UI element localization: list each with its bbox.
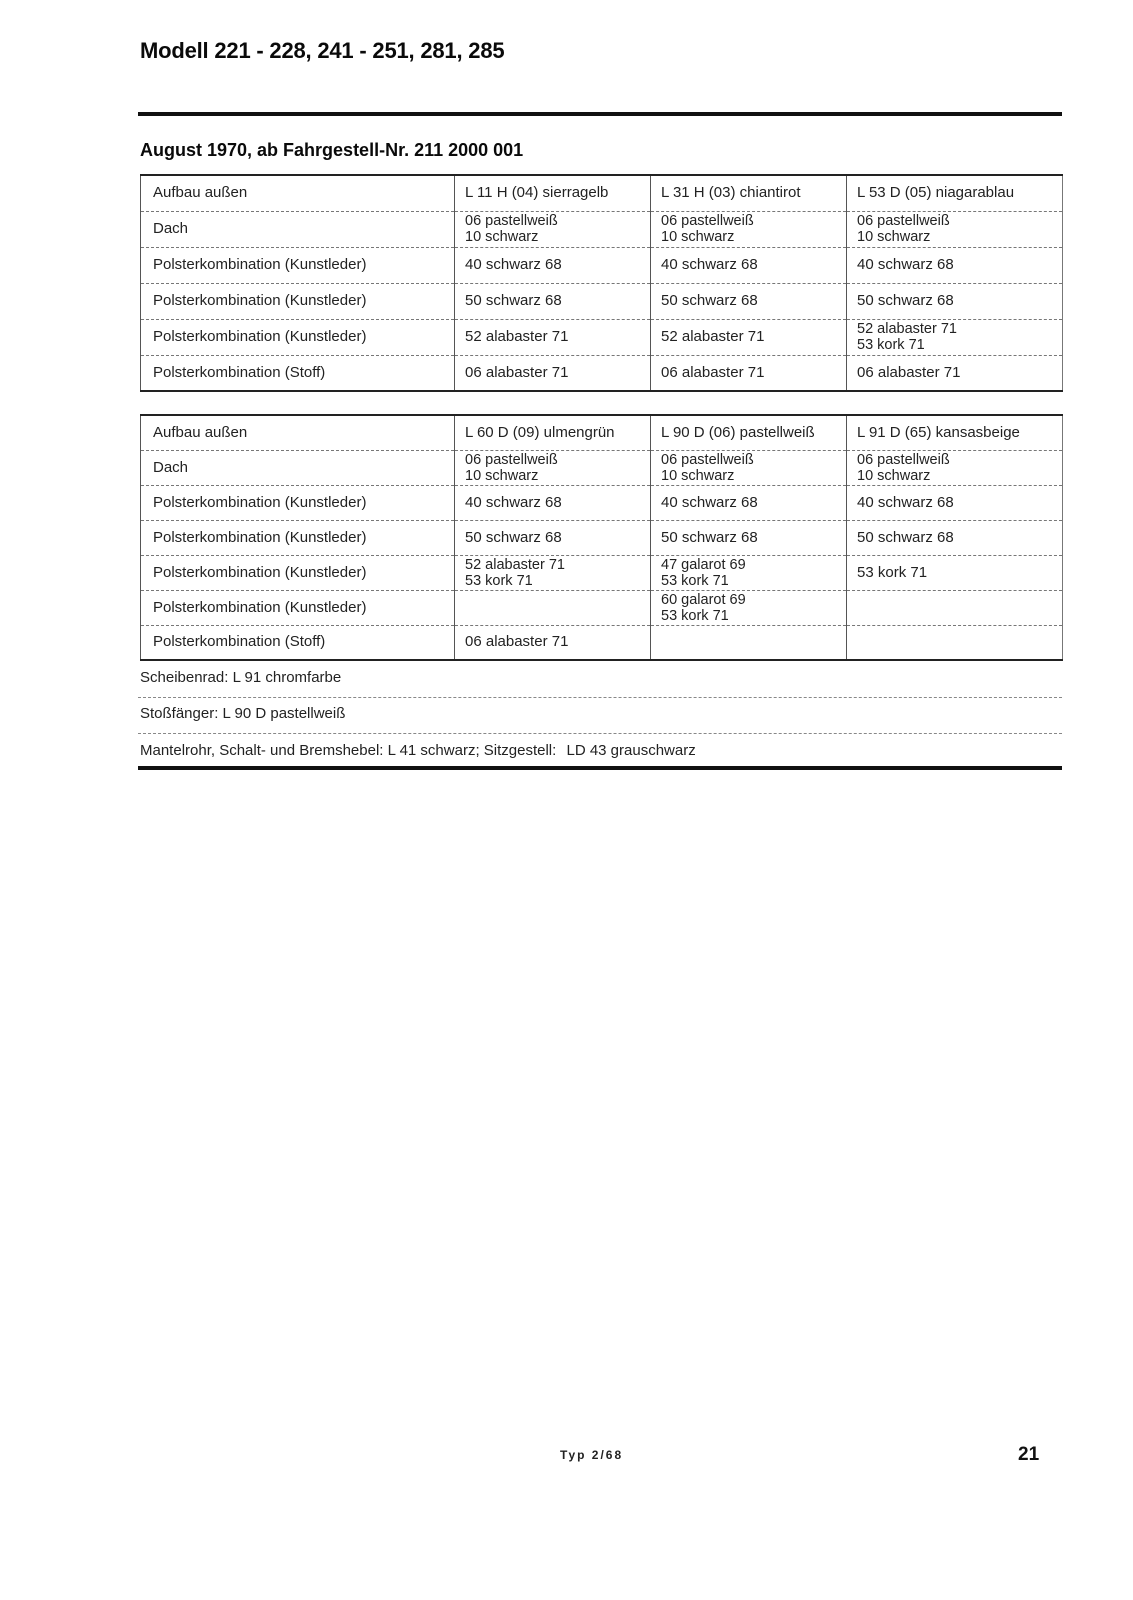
table-header-row [141,175,1063,211]
table-row [141,319,1063,355]
row-label: Polsterkombination (Kunstleder) [141,485,455,520]
table-cell [847,355,1063,391]
cell-value: 40 schwarz 68 [661,493,758,511]
cell-value: 53 kork 71 [465,572,533,589]
page-title: Modell 221 - 228, 241 - 251, 281, 285 [140,38,505,63]
cell-value: 06 alabaster 71 [661,363,765,381]
cell-value: 52 alabaster 71 [465,556,565,573]
table-cell [455,319,651,355]
header-label: Aufbau außen [141,175,455,211]
cell-value: 47 galarot 69 [661,556,746,573]
note-frame-text: Mantelrohr, Schalt- und Bremshebel: L 41 schwarz; Sitzgestell: [140,742,557,759]
table-cell [847,283,1063,319]
table-cell [847,319,1063,355]
cell-value: 50 schwarz 68 [465,292,562,309]
table-cell [455,247,651,283]
table-cell [651,319,847,355]
cell-value: 06 alabaster 71 [465,633,569,651]
paint-color-header: L 60 D (09) ulmengrün [455,415,651,450]
table-row [141,520,1063,555]
table-cell [847,520,1063,555]
table-cell [455,625,651,660]
table-cell [651,283,847,319]
row-label: Polsterkombination (Kunstleder) [141,520,455,555]
note-frame-seat-color: LD 43 grauschwarz [566,742,696,759]
row-label: Dach [141,211,455,247]
table-cell [651,450,847,485]
cell-value: 40 schwarz 68 [465,493,562,511]
table-cell [651,520,847,555]
page-number: 21 [1018,1444,1040,1465]
cell-value: 10 schwarz [661,467,735,484]
footer-rule [138,766,1062,770]
cell-value: 40 schwarz 68 [465,256,562,273]
table-cell [847,247,1063,283]
table-row [141,355,1063,391]
table-row [141,485,1063,520]
cell-value: 53 kork 71 [857,337,925,353]
row-label: Polsterkombination (Kunstleder) [141,590,455,625]
table-cell [455,590,651,625]
cell-value: 10 schwarz [857,229,931,245]
cell-value: 52 alabaster 71 [465,328,569,345]
row-label: Polsterkombination (Kunstleder) [141,247,455,283]
cell-value: 53 kork 71 [661,572,729,589]
cell-value: 10 schwarz [857,467,931,484]
cell-value: 52 alabaster 71 [857,321,957,337]
table-header-row [141,415,1063,450]
paint-color-header: L 90 D (06) pastellweiß [651,415,847,450]
table-cell [651,247,847,283]
cell-value: 50 schwarz 68 [857,528,954,546]
cell-value: 10 schwarz [465,467,539,484]
row-label: Dach [141,450,455,485]
cell-value: 50 schwarz 68 [661,292,758,309]
row-label: Polsterkombination (Kunstleder) [141,283,455,319]
table-cell [651,485,847,520]
cell-value: 53 kork 71 [661,607,729,624]
row-label: Polsterkombination (Kunstleder) [141,319,455,355]
cell-value: 50 schwarz 68 [465,528,562,546]
paint-color-header: L 91 D (65) kansasbeige [847,415,1063,450]
cell-value: 52 alabaster 71 [661,328,765,345]
table-cell [455,520,651,555]
table-cell [455,355,651,391]
table-cell [847,211,1063,247]
cell-value: 06 alabaster 71 [465,363,569,381]
table-cell [455,450,651,485]
cell-value: 06 pastellweiß [857,451,950,468]
table-row [141,283,1063,319]
footer-type-label: Typ 2/68 [560,1448,624,1462]
paint-color-header: L 31 H (03) chiantirot [651,175,847,211]
cell-value: 06 pastellweiß [857,213,950,229]
cell-value: 06 alabaster 71 [857,363,961,381]
table-row [141,555,1063,590]
table-cell [651,211,847,247]
table-cell [847,590,1063,625]
cell-value: 40 schwarz 68 [661,256,758,273]
section-subtitle: August 1970, ab Fahrgestell-Nr. 211 2000 001 [140,140,524,160]
cell-value: 10 schwarz [661,229,735,245]
table-cell [847,450,1063,485]
table-row [141,450,1063,485]
table-cell [455,555,651,590]
table-row [141,590,1063,625]
header-rule [138,112,1062,116]
header-label: Aufbau außen [141,415,455,450]
table-cell [455,485,651,520]
cell-value: 50 schwarz 68 [857,292,954,309]
note-frame [140,742,696,759]
cell-value: 06 pastellweiß [465,213,558,229]
row-label: Polsterkombination (Kunstleder) [141,555,455,590]
cell-value: 53 kork 71 [857,563,928,581]
table-row [141,211,1063,247]
cell-value: 50 schwarz 68 [661,528,758,546]
table-cell [651,590,847,625]
cell-value: 10 schwarz [465,229,539,245]
table-cell [651,625,847,660]
cell-value: 06 pastellweiß [465,451,558,468]
cell-value: 60 galarot 69 [661,591,746,608]
paint-color-header: L 11 H (04) sierragelb [455,175,651,211]
cell-value: 40 schwarz 68 [857,256,954,273]
row-label: Polsterkombination (Stoff) [141,355,455,391]
cell-value: 40 schwarz 68 [857,493,954,511]
table-cell [847,555,1063,590]
table-cell [847,485,1063,520]
table-cell [651,355,847,391]
table-row [141,247,1063,283]
note-wheel: Scheibenrad: L 91 chromfarbe [140,669,342,686]
cell-value: 06 pastellweiß [661,451,754,468]
note-divider [138,733,1062,734]
color-table-1 [140,174,1063,392]
color-table-2 [140,414,1063,661]
note-divider [138,697,1062,698]
cell-value: 06 pastellweiß [661,213,754,229]
table-cell [847,625,1063,660]
table-cell [651,555,847,590]
table-row [141,625,1063,660]
table-cell [455,211,651,247]
table-cell [455,283,651,319]
note-bumper: Stoßfänger: L 90 D pastellweiß [140,705,346,722]
paint-color-header: L 53 D (05) niagarablau [847,175,1063,211]
row-label: Polsterkombination (Stoff) [141,625,455,660]
